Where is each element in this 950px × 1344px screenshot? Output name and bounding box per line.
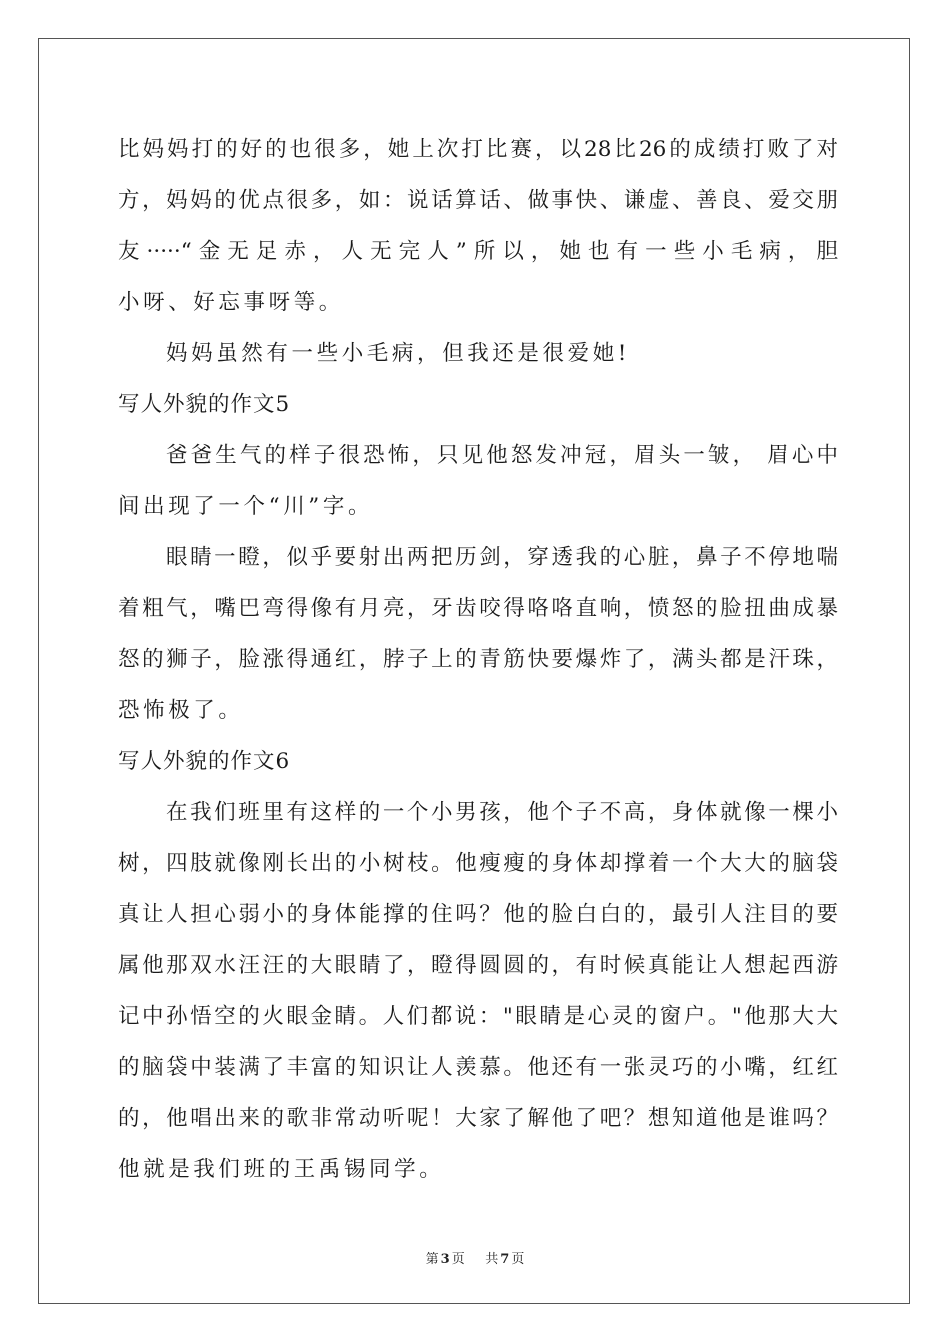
section-heading: 写人外貌的作文6 xyxy=(118,749,291,774)
paragraph-line: 真让人担心弱小的身体能撑的住吗？他的脸白白的，最引人注目的要 xyxy=(118,902,838,927)
page-footer xyxy=(0,1248,950,1267)
paragraph-line: 的，他唱出来的歌非常动听呢！大家了解他了吧？想知道他是谁吗？ xyxy=(118,1106,838,1131)
paragraph-line: 树，四肢就像刚长出的小树枝。他瘦瘦的身体却撑着一个大大的脑袋 xyxy=(118,851,838,876)
paragraph-line: 怒的狮子，脸涨得通红，脖子上的青筋快要爆炸了，满头都是汗珠， xyxy=(118,647,838,672)
paragraph-line: 小呀、好忘事呀等。 xyxy=(118,290,344,315)
paragraph-line: 属他那双水汪汪的大眼睛了，瞪得圆圆的，有时候真能让人想起西游 xyxy=(118,953,838,978)
paragraph-line: 眼睛一瞪，似乎要射出两把历剑，穿透我的心脏，鼻子不停地喘 xyxy=(166,545,838,570)
total-prefix: 共 xyxy=(485,1252,499,1267)
paragraph-line: 着粗气，嘴巴弯得像有月亮，牙齿咬得咯咯直响，愤怒的脸扭曲成暴 xyxy=(118,596,838,621)
paragraph-line: 友·····“金无足赤，人无完人”所以，她也有一些小毛病，胆 xyxy=(118,239,838,264)
paragraph-line: 在我们班里有这样的一个小男孩，他个子不高，身体就像一棵小 xyxy=(166,800,838,825)
document-body xyxy=(118,124,838,1195)
page-number: 3 xyxy=(440,1252,450,1267)
paragraph-line: 记中孙悟空的火眼金睛。人们都说："眼睛是心灵的窗户。"他那大大 xyxy=(118,1004,838,1029)
paragraph-line: 间出现了一个“川”字。 xyxy=(118,494,374,519)
paragraph-line: 妈妈虽然有一些小毛病，但我还是很爱她! xyxy=(166,341,631,366)
paragraph-line: 他就是我们班的王禹锡同学。 xyxy=(118,1157,445,1182)
section-heading: 写人外貌的作文5 xyxy=(118,392,291,417)
total-pages: 7 xyxy=(500,1252,510,1267)
paragraph-line: 爸爸生气的样子很恐怖，只见他怒发冲冠，眉头一皱， 眉心中 xyxy=(166,443,838,468)
paragraph-line: 比妈妈打的好的也很多，她上次打比赛，以28比26的成绩打败了对 xyxy=(118,137,838,162)
total-suffix: 页 xyxy=(511,1252,525,1267)
paragraph-line: 方，妈妈的优点很多，如：说话算话、做事快、谦虚、善良、爱交朋 xyxy=(118,188,838,213)
paragraph-line: 恐怖极了。 xyxy=(118,698,244,723)
page-suffix: 页 xyxy=(451,1252,465,1267)
paragraph-line: 的脑袋中装满了丰富的知识让人羡慕。他还有一张灵巧的小嘴，红红 xyxy=(118,1055,838,1080)
page-prefix: 第 xyxy=(425,1252,439,1267)
